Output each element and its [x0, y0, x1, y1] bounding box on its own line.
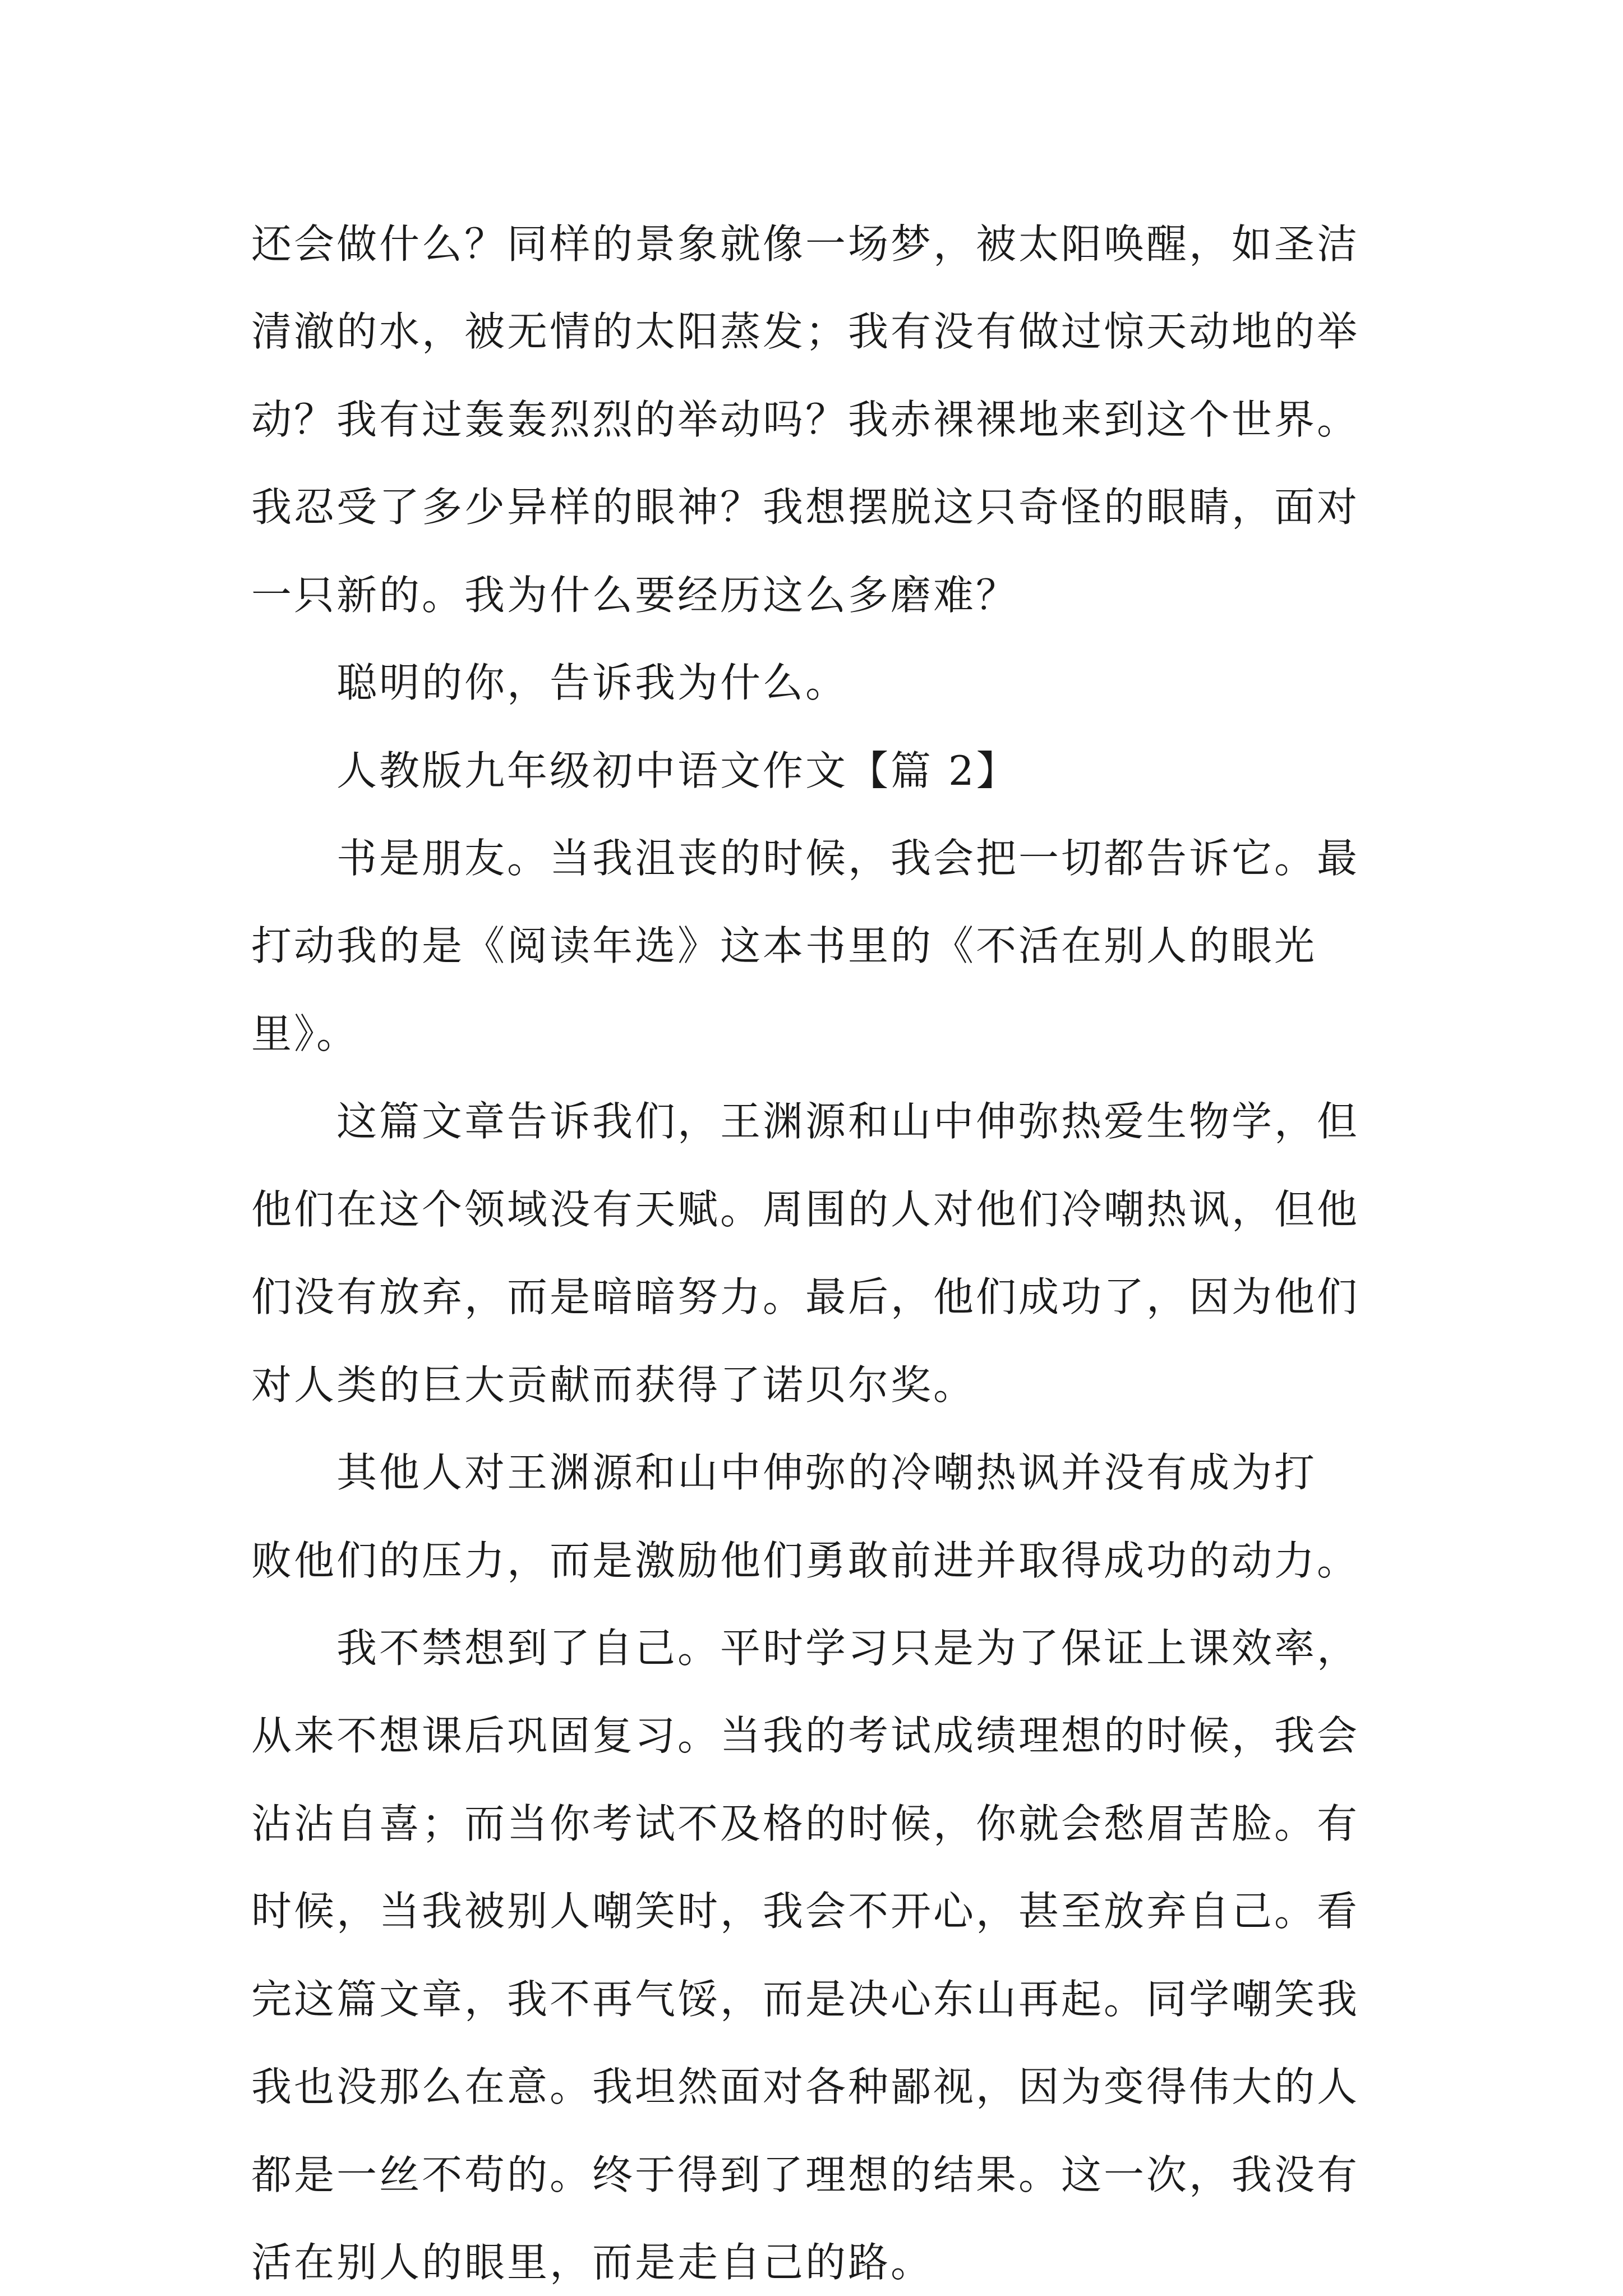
text-line: 聪明的你，告诉我为什么。: [336, 659, 849, 707]
section-heading: 人教版九年级初中语文作文【篇 2】: [336, 747, 1019, 794]
text-line: 都是一丝不苟的。终于得到了理想的结果。这一次，我没有: [251, 2151, 1360, 2198]
text-line: 打动我的是《阅读年选》这本书里的《不活在别人的眼光: [251, 922, 1317, 970]
text-line: 败他们的压力，而是激励他们勇敢前进并取得成功的动力。: [251, 1536, 1360, 1584]
text-line: 沾沾自喜；而当你考试不及格的时候，你就会愁眉苦脸。有: [251, 1800, 1360, 1847]
text-line: 时候，当我被别人嘲笑时，我会不开心，甚至放弃自己。看: [251, 1888, 1360, 1935]
text-line: 动？我有过轰轰烈烈的举动吗？我赤裸裸地来到这个世界。: [251, 395, 1360, 443]
text-line: 清澈的水，被无情的太阳蒸发；我有没有做过惊天动地的举: [251, 308, 1360, 356]
text-line: 完这篇文章，我不再气馁，而是决心东山再起。同学嘲笑我: [251, 1975, 1360, 2023]
text-line: 他们在这个领域没有天赋。周围的人对他们冷嘲热讽，但他: [251, 1185, 1360, 1233]
text-line: 我忍受了多少异样的眼神？我想摆脱这只奇怪的眼睛，面对: [251, 484, 1360, 531]
text-line: 活在别人的眼里，而是走自己的路。: [251, 2239, 934, 2286]
text-line: 书是朋友。当我沮丧的时候，我会把一切都告诉它。最: [336, 835, 1360, 882]
text-line: 对人类的巨大贡献而获得了诺贝尔奖。: [251, 1361, 976, 1409]
text-line: 我也没那么在意。我坦然面对各种鄙视，因为变得伟大的人: [251, 2063, 1360, 2111]
text-line: 其他人对王渊源和山中伸弥的冷嘲热讽并没有成为打: [336, 1449, 1317, 1497]
text-line: 里》。: [251, 1010, 359, 1057]
text-line: 从来不想课后巩固复习。当我的考试成绩理想的时候，我会: [251, 1712, 1360, 1760]
text-line: 我不禁想到了自己。平时学习只是为了保证上课效率，: [336, 1624, 1360, 1672]
text-line: 这篇文章告诉我们，王渊源和山中伸弥热爱生物学，但: [336, 1098, 1360, 1145]
text-line: 一只新的。我为什么要经历这么多磨难？: [251, 571, 1019, 619]
text-line: 还会做什么？同样的景象就像一场梦，被太阳唤醒，如圣洁: [251, 220, 1360, 268]
text-line: 们没有放弃，而是暗暗努力。最后，他们成功了，因为他们: [251, 1273, 1360, 1321]
